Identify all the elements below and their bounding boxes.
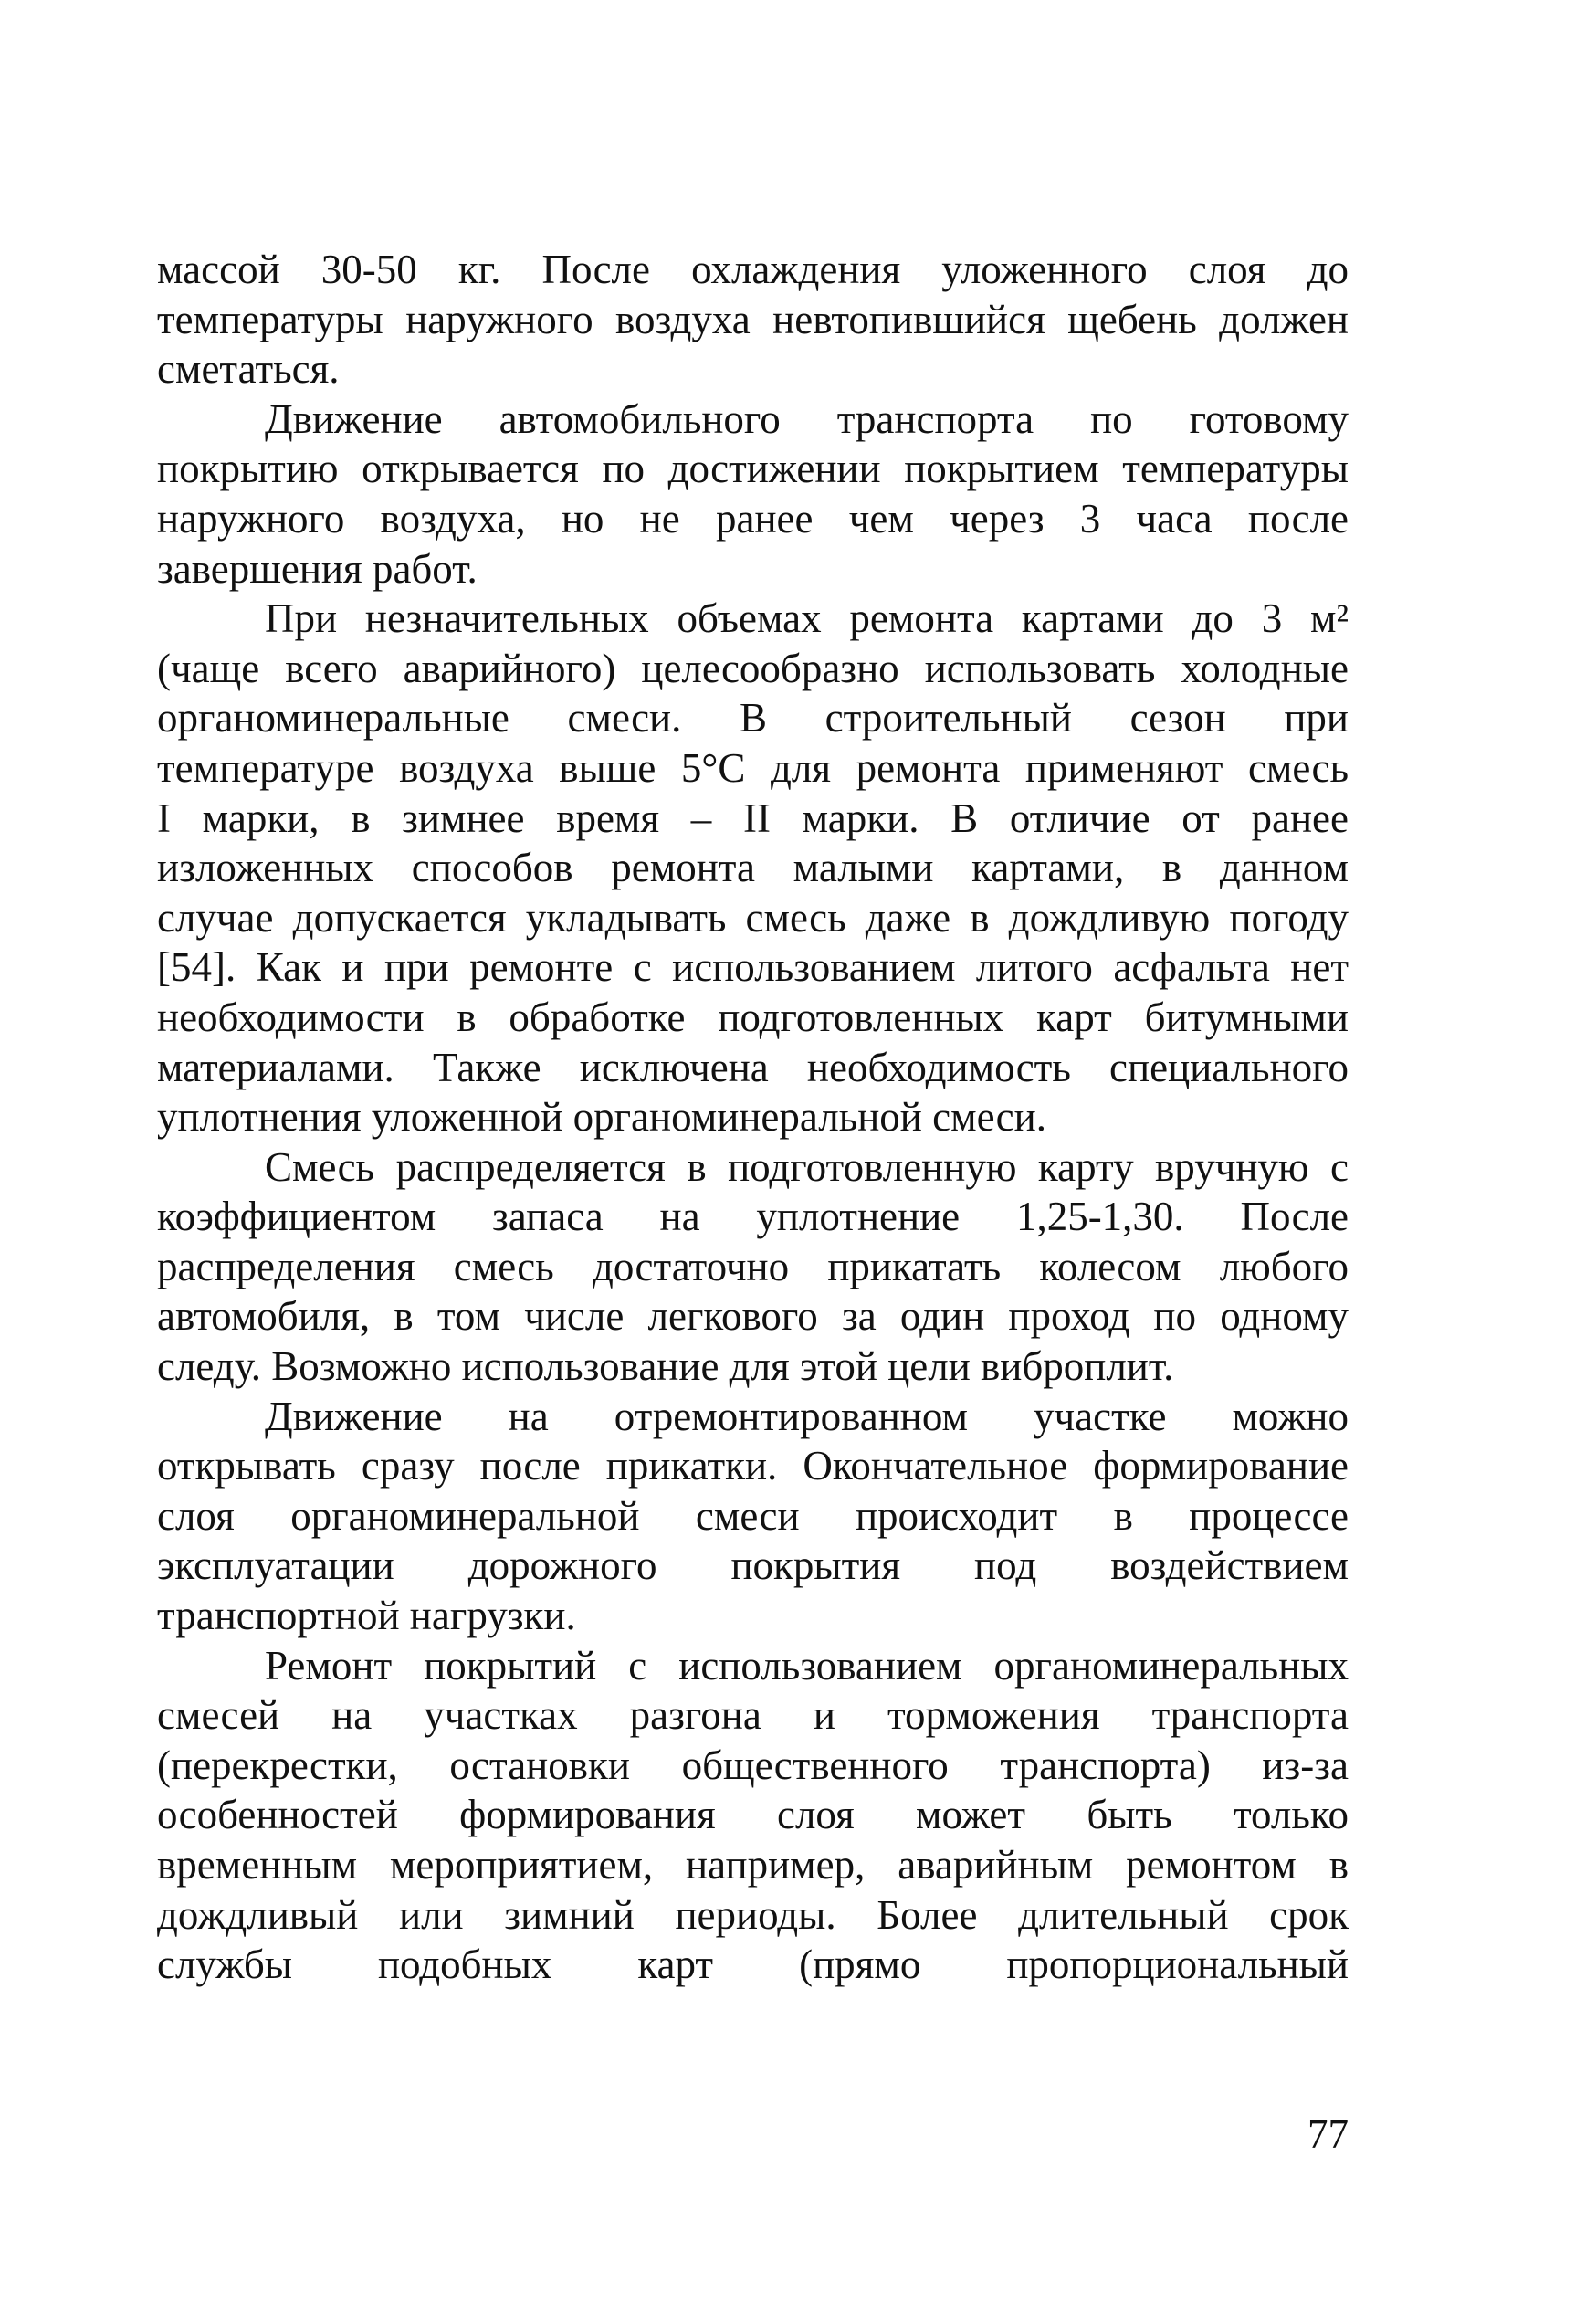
text-line: наружного воздуха, но не ранее чем через 3 часа после [157, 495, 1349, 542]
text-line: сметаться. [157, 346, 340, 393]
text-line: покрытию открывается по достижении покрытием температуры [157, 446, 1349, 492]
body-text [157, 245, 1349, 1990]
text-line: изложенных способов ремонта малыми картами, в данном [157, 845, 1349, 891]
text-line: I марки, в зимнее время – II марки. В отличие от ранее [157, 794, 1349, 841]
text-line: особенностей формирования слоя может быть только [157, 1792, 1349, 1838]
text-line: транспортной нагрузки. [157, 1593, 576, 1639]
text-line: Движение автомобильного транспорта по готовому [265, 395, 1349, 442]
text-line: Движение на отремонтированном участке можно [265, 1393, 1349, 1439]
text-line: температуре воздуха выше 5°С для ремонта применяют смесь [157, 744, 1349, 791]
text-line: слоя органоминеральной смеси происходит в процессе [157, 1492, 1349, 1539]
text-line: случае допускается укладывать смесь даже в дождливую погоду [157, 894, 1349, 941]
text-line: службы подобных карт (прямо пропорциональный [157, 1941, 1349, 1988]
text-line: материалами. Также исключена необходимость специального [157, 1044, 1349, 1090]
text-line: завершения работ. [157, 545, 478, 592]
text-line: При незначительных объемах ремонта картами до 3 м² [265, 595, 1349, 642]
text-line: дождливый или зимний периоды. Более длительный срок [157, 1891, 1349, 1938]
page-number: 77 [1307, 2111, 1349, 2157]
text-line: массой 30-50 кг. После охлаждения уложенного слоя до [157, 247, 1349, 292]
text-line: автомобиля, в том числе легкового за один проход по одному [157, 1293, 1349, 1340]
text-line: (чаще всего аварийного) целесообразно использовать холодные [157, 645, 1349, 691]
text-line: коэффициентом запаса на уплотнение 1,25-1,30. После [157, 1194, 1349, 1240]
text-line: температуры наружного воздуха невтопившийся щебень должен [157, 296, 1349, 342]
text-line: Смесь распределяется в подготовленную карту вручную с [265, 1143, 1349, 1190]
text-line: открывать сразу после прикатки. Окончательное формирование [157, 1443, 1349, 1489]
text-line: (перекрестки, остановки общественного транспорта) из-за [157, 1742, 1349, 1788]
text-line: Ремонт покрытий с использованием органоминеральных [265, 1642, 1349, 1689]
text-line: смесей на участках разгона и торможения транспорта [157, 1692, 1349, 1739]
text-line: уплотнения уложенной органоминеральной смеси. [157, 1094, 1046, 1141]
text-line: органоминеральные смеси. В строительный сезон при [157, 695, 1349, 742]
text-line: временным мероприятием, например, аварийным ремонтом в [157, 1842, 1349, 1888]
text-line: следу. Возможно использование для этой цели виброплит. [157, 1343, 1174, 1390]
text-line: эксплуатации дорожного покрытия под воздействием [157, 1542, 1349, 1589]
text-line: [54]. Как и при ремонте с использованием литого асфальта нет [157, 944, 1349, 991]
text-line: необходимости в обработке подготовленных карт битумными [157, 994, 1349, 1040]
text-line: распределения смесь достаточно прикатать колесом любого [157, 1243, 1349, 1289]
